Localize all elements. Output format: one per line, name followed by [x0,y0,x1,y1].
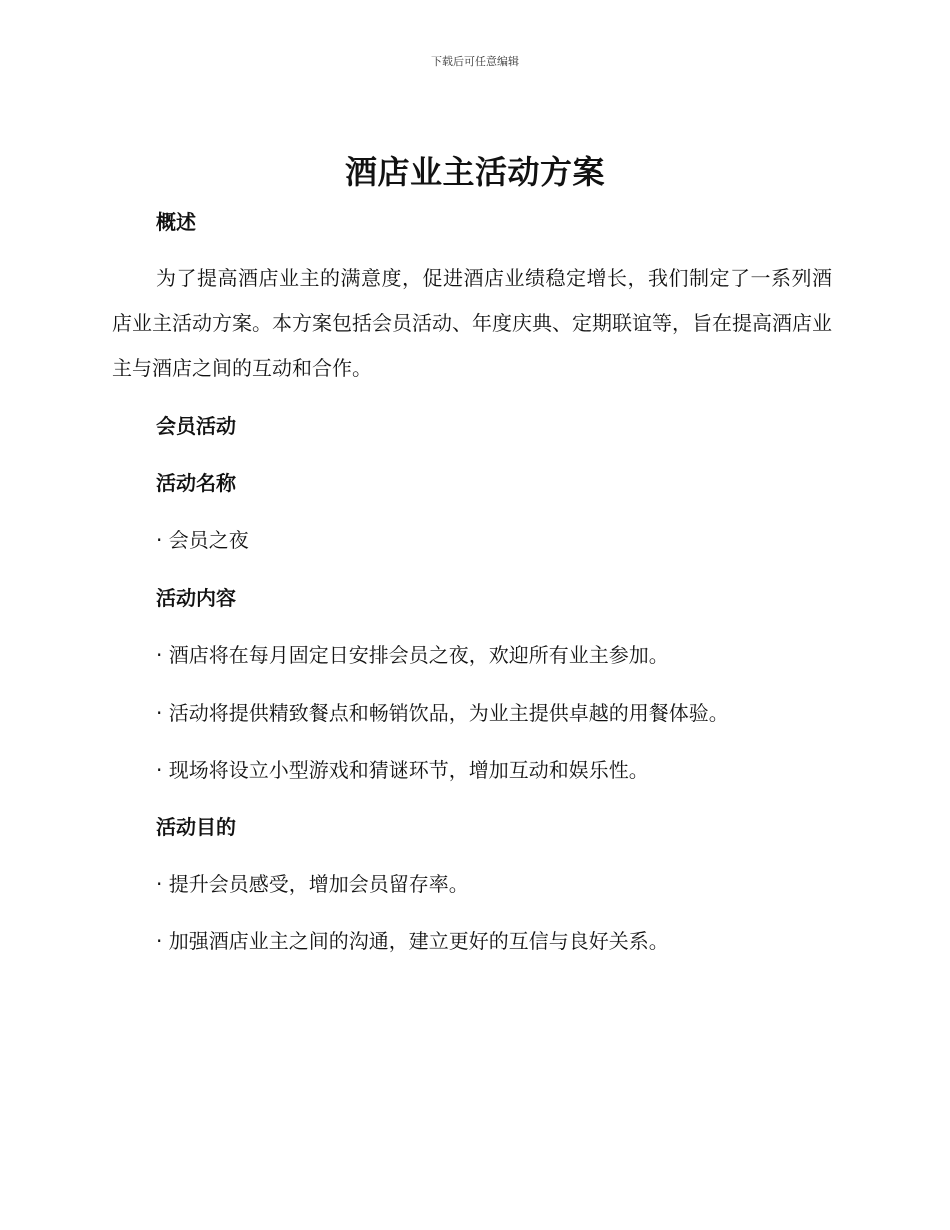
activity-name-item: · 会员之夜 [156,528,249,552]
document-title: 酒店业主活动方案 [344,153,605,191]
activity-content-item: · 活动将提供精致餐点和畅销饮品，为业主提供卓越的用餐体验。 [156,701,729,725]
activity-purpose-item: · 提升会员感受，增加会员留存率。 [156,872,469,896]
activity-content-heading: 活动内容 [156,586,236,610]
page-header-note: 下载后可任意编辑 [431,55,519,68]
activity-purpose-heading: 活动目的 [156,815,236,839]
activity-name-heading: 活动名称 [156,471,236,495]
overview-paragraph: 为了提高酒店业主的满意度，促进酒店业绩稳定增长，我们制定了一系列酒店业主活动方案。本方案包括会员活动、年度庆典、定期联谊等，旨在提高酒店业主与酒店之间的互动和合作。 [112,266,832,380]
overview-heading: 概述 [156,210,196,234]
activity-purpose-item: · 加强酒店业主之间的沟通，建立更好的互信与良好关系。 [156,929,669,953]
activity-content-item: · 酒店将在每月固定日安排会员之夜，欢迎所有业主参加。 [156,643,669,667]
member-activity-heading: 会员活动 [156,414,236,438]
activity-content-item: · 现场将设立小型游戏和猜谜环节，增加互动和娱乐性。 [156,758,649,782]
